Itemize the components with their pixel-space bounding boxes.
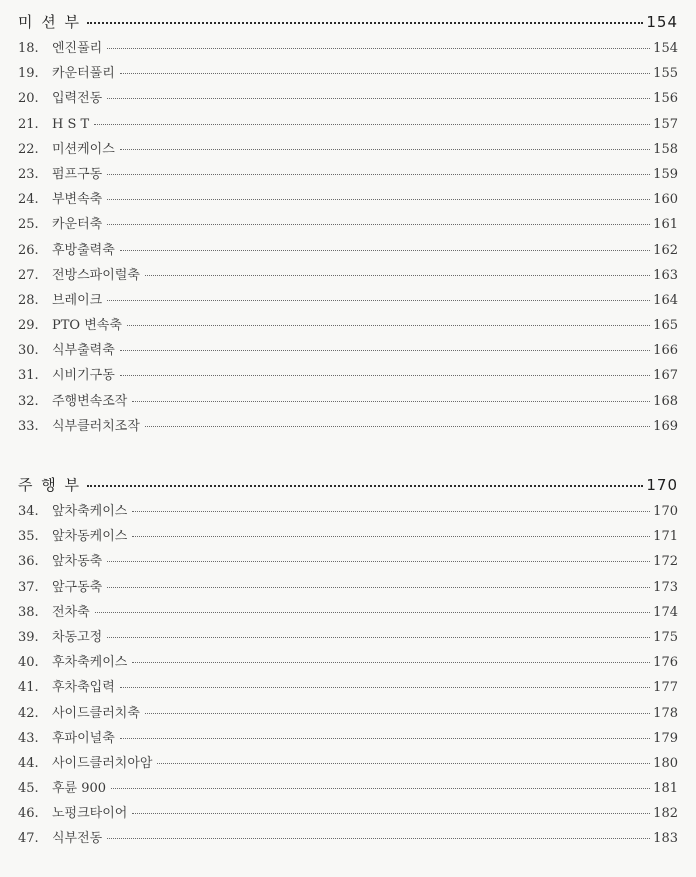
entry-number: 38. (18, 604, 39, 620)
dot-leader (132, 536, 650, 537)
entry-number: 30. (18, 343, 39, 359)
toc-entry-list (18, 36, 678, 439)
toc-entry[interactable] (18, 61, 678, 86)
dot-leader (107, 48, 650, 49)
entry-page-number: 182 (653, 806, 678, 822)
entry-page-number: 165 (653, 318, 678, 334)
toc-entry[interactable] (18, 600, 678, 625)
entry-number: 28. (18, 292, 39, 308)
entry-title: 사이드클러치축 (52, 705, 140, 721)
entry-title: H S T (52, 116, 90, 132)
dot-leader (107, 98, 650, 99)
entry-page-number: 171 (653, 529, 678, 545)
section-title: 주 행 부 (18, 476, 82, 494)
entry-number: 40. (18, 655, 39, 671)
entry-number: 21. (18, 116, 39, 132)
dot-leader (87, 485, 643, 487)
toc-entry[interactable] (18, 675, 678, 700)
dot-leader (107, 838, 650, 839)
dot-leader (145, 275, 650, 276)
toc-section-travel (18, 471, 678, 852)
entry-number: 33. (18, 418, 39, 434)
toc-entry-list (18, 499, 678, 852)
entry-title: 펌프구동 (52, 166, 103, 182)
entry-title: 입력전동 (52, 91, 103, 107)
dot-leader (95, 612, 650, 613)
toc-entry[interactable] (18, 801, 678, 826)
entry-title: 부변속축 (52, 192, 103, 208)
entry-title: 카운터풀리 (52, 66, 115, 82)
entry-title: 주행변속조작 (52, 393, 128, 409)
entry-title: PTO 변속축 (52, 318, 122, 334)
table-of-contents (18, 8, 678, 852)
section-page-number: 154 (646, 13, 678, 31)
entry-page-number: 170 (653, 504, 678, 519)
entry-title: 앞차축케이스 (52, 504, 128, 519)
entry-page-number: 162 (653, 242, 678, 258)
toc-entry[interactable] (18, 625, 678, 650)
entry-page-number: 175 (653, 629, 678, 645)
entry-number: 47. (18, 831, 39, 847)
entry-title: 식부출력축 (52, 343, 115, 359)
entry-page-number: 183 (653, 831, 678, 847)
entry-number: 39. (18, 629, 39, 645)
toc-entry[interactable] (18, 575, 678, 600)
entry-number: 29. (18, 318, 39, 334)
entry-number: 37. (18, 579, 39, 595)
entry-page-number: 176 (653, 655, 678, 671)
entry-number: 22. (18, 141, 39, 157)
dot-leader (120, 73, 650, 74)
entry-page-number: 168 (653, 393, 678, 409)
entry-page-number: 163 (653, 267, 678, 283)
entry-page-number: 166 (653, 343, 678, 359)
toc-entry[interactable] (18, 650, 678, 675)
entry-page-number: 156 (653, 91, 678, 107)
entry-number: 45. (18, 781, 39, 797)
entry-number: 44. (18, 755, 39, 771)
dot-leader (145, 426, 650, 427)
entry-title: 앞구동축 (52, 579, 103, 595)
dot-leader (157, 763, 650, 764)
entry-title: 노펑크타이어 (52, 806, 128, 822)
entry-page-number: 159 (653, 166, 678, 182)
dot-leader (127, 325, 650, 326)
dot-leader (94, 124, 650, 125)
toc-entry[interactable] (18, 414, 678, 439)
entry-page-number: 169 (653, 418, 678, 434)
entry-page-number: 158 (653, 141, 678, 157)
entry-number: 31. (18, 368, 39, 384)
dot-leader (120, 149, 650, 150)
entry-page-number: 178 (653, 705, 678, 721)
entry-number: 23. (18, 166, 39, 182)
entry-page-number: 154 (653, 41, 678, 56)
toc-entry[interactable] (18, 36, 678, 61)
entry-title: 후파이널축 (52, 730, 115, 746)
entry-title: 앞차동케이스 (52, 529, 128, 545)
entry-title: 후차축입력 (52, 680, 115, 696)
entry-title: 엔진풀리 (52, 41, 103, 56)
dot-leader (120, 687, 650, 688)
entry-page-number: 177 (653, 680, 678, 696)
entry-number: 26. (18, 242, 39, 258)
dot-leader (145, 713, 650, 714)
dot-leader (107, 224, 650, 225)
dot-leader (132, 511, 650, 512)
entry-number: 27. (18, 267, 39, 283)
entry-number: 46. (18, 806, 39, 822)
toc-entry[interactable] (18, 187, 678, 212)
toc-entry[interactable] (18, 137, 678, 162)
entry-page-number: 180 (653, 755, 678, 771)
toc-entry[interactable] (18, 776, 678, 801)
section-page-number: 170 (646, 476, 678, 494)
entry-number: 43. (18, 730, 39, 746)
entry-title: 시비기구동 (52, 368, 115, 384)
toc-entry[interactable] (18, 751, 678, 776)
entry-number: 34. (18, 504, 39, 519)
dot-leader (107, 199, 650, 200)
section-heading[interactable] (18, 471, 678, 499)
entry-title: 카운터축 (52, 217, 103, 233)
dot-leader (120, 350, 650, 351)
entry-page-number: 174 (653, 604, 678, 620)
toc-entry[interactable] (18, 549, 678, 574)
toc-section-mission (18, 8, 678, 439)
entry-number: 19. (18, 66, 39, 82)
entry-title: 후륜 900 (52, 781, 107, 797)
toc-entry[interactable] (18, 338, 678, 363)
entry-number: 32. (18, 393, 39, 409)
entry-page-number: 157 (653, 116, 678, 132)
dot-leader (132, 662, 650, 663)
dot-leader (111, 788, 650, 789)
toc-entry[interactable] (18, 701, 678, 726)
toc-entry[interactable] (18, 363, 678, 388)
dot-leader (87, 22, 643, 24)
toc-entry[interactable] (18, 212, 678, 237)
dot-leader (107, 174, 650, 175)
entry-title: 식부전동 (52, 831, 103, 847)
toc-entry[interactable] (18, 162, 678, 187)
section-heading[interactable] (18, 8, 678, 36)
toc-entry[interactable] (18, 263, 678, 288)
entry-page-number: 173 (653, 579, 678, 595)
entry-title: 전방스파이럴축 (52, 267, 140, 283)
dot-leader (107, 561, 650, 562)
dot-leader (132, 813, 650, 814)
entry-page-number: 161 (653, 217, 678, 233)
entry-title: 후방출력축 (52, 242, 115, 258)
entry-page-number: 164 (653, 292, 678, 308)
entry-page-number: 181 (653, 781, 678, 797)
toc-entry[interactable] (18, 238, 678, 263)
toc-entry[interactable] (18, 112, 678, 137)
entry-title: 후차축케이스 (52, 655, 128, 671)
toc-entry[interactable] (18, 389, 678, 414)
toc-entry[interactable] (18, 499, 678, 524)
entry-title: 미션케이스 (52, 141, 115, 157)
toc-entry[interactable] (18, 288, 678, 313)
entry-title: 사이드클러치아암 (52, 755, 153, 771)
entry-number: 24. (18, 192, 39, 208)
entry-number: 41. (18, 680, 39, 696)
dot-leader (120, 738, 650, 739)
entry-number: 25. (18, 217, 39, 233)
dot-leader (107, 637, 650, 638)
entry-title: 전차축 (52, 604, 90, 620)
entry-page-number: 167 (653, 368, 678, 384)
dot-leader (120, 375, 650, 376)
entry-title: 식부클러치조작 (52, 418, 140, 434)
dot-leader (107, 300, 650, 301)
dot-leader (132, 401, 650, 402)
entry-number: 36. (18, 554, 39, 570)
entry-number: 42. (18, 705, 39, 721)
toc-entry[interactable] (18, 524, 678, 549)
toc-entry[interactable] (18, 313, 678, 338)
toc-entry[interactable] (18, 726, 678, 751)
entry-number: 18. (18, 41, 39, 56)
entry-title: 브레이크 (52, 292, 103, 308)
toc-entry[interactable] (18, 826, 678, 851)
entry-number: 20. (18, 91, 39, 107)
entry-page-number: 172 (653, 554, 678, 570)
entry-title: 앞차동축 (52, 554, 103, 570)
entry-number: 35. (18, 529, 39, 545)
toc-entry[interactable] (18, 86, 678, 111)
entry-page-number: 155 (653, 66, 678, 82)
entry-page-number: 160 (653, 192, 678, 208)
dot-leader (107, 587, 650, 588)
entry-page-number: 179 (653, 730, 678, 746)
entry-title: 차동고정 (52, 629, 103, 645)
dot-leader (120, 250, 650, 251)
section-title: 미 션 부 (18, 13, 82, 31)
